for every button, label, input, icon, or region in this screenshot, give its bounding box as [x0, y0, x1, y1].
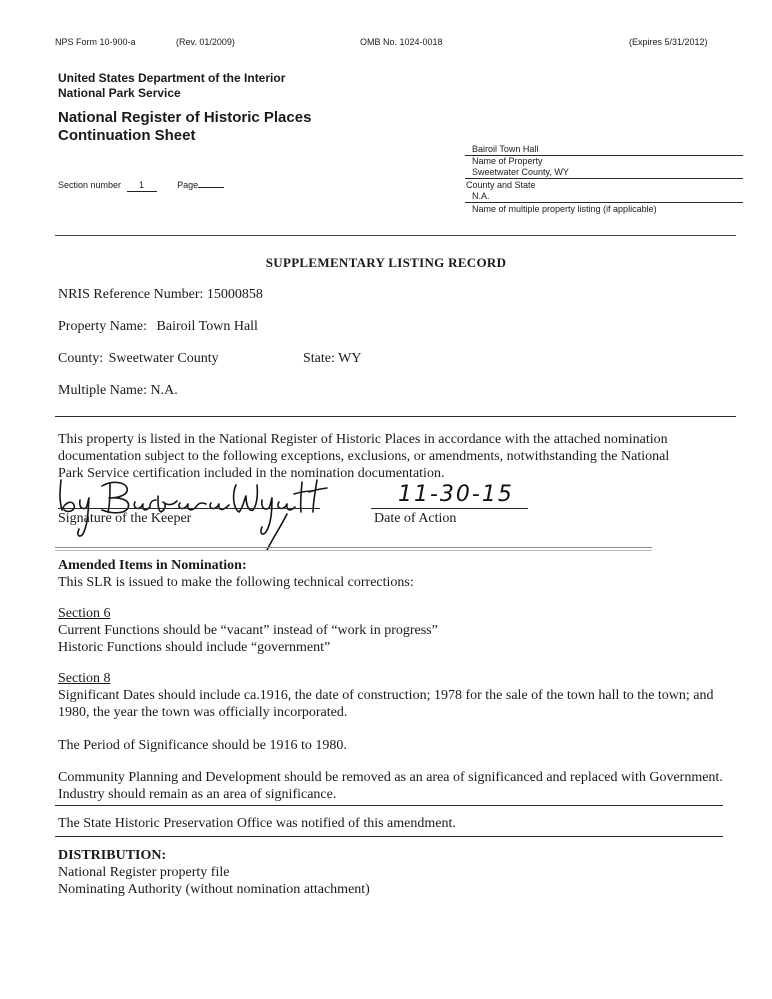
- distribution-item-2: Nominating Authority (without nomination attachment): [58, 882, 370, 897]
- community-line-1: Community Planning and Development should be removed as an area of significanced and replaced with Government.: [58, 770, 723, 785]
- form-title-line2: Continuation Sheet: [58, 127, 196, 144]
- amended-heading: Amended Items in Nomination:: [58, 558, 247, 573]
- signature-text: [0, 0, 1, 1]
- section-8-block: [58, 670, 714, 721]
- county-state-value: Sweetwater County, WY: [472, 167, 569, 177]
- header-divider: [55, 235, 736, 236]
- agency-department: United States Department of the Interior: [58, 71, 286, 85]
- form-expiration: (Expires 5/31/2012): [629, 37, 708, 47]
- section-8-line-1: Significant Dates should include ca.1916, the date of construction; 1978 for the sale of the town hall to the town; and: [58, 688, 714, 703]
- section-8-heading: Section 8: [58, 671, 111, 686]
- nris-reference-value: 15000858: [206, 287, 263, 302]
- section-number-value: 1: [127, 180, 157, 192]
- amended-items-section: [58, 557, 414, 591]
- areas-of-significance: [58, 769, 723, 803]
- slr-state-value: WY: [338, 351, 362, 366]
- county-state-rule: [465, 178, 743, 179]
- form-title: [58, 109, 311, 145]
- amended-intro: This SLR is issued to make the following technical corrections:: [58, 575, 414, 590]
- multiple-listing-rule: [465, 202, 743, 203]
- keeper-label: Signature of the Keeper: [58, 511, 192, 526]
- slr-property-value: Bairoil Town Hall: [156, 319, 258, 334]
- section-number-label: Section number: [58, 180, 122, 190]
- agency-block: [58, 71, 285, 101]
- property-name-value: Bairoil Town Hall: [472, 144, 539, 154]
- page-value: [198, 187, 224, 188]
- multiple-name-row: [58, 382, 178, 399]
- fields-divider: [55, 416, 736, 417]
- amendment-divider-2: [55, 836, 723, 837]
- nris-reference-row: [58, 286, 263, 303]
- distribution-heading: DISTRIBUTION:: [58, 848, 167, 863]
- multiple-listing-label: Name of multiple property listing (if applicable): [472, 204, 657, 214]
- slr-state-label: State:: [303, 351, 335, 366]
- section-6-heading: Section 6: [58, 606, 111, 621]
- distribution-section: [58, 847, 370, 898]
- slr-county-value: Sweetwater County: [108, 351, 219, 366]
- section-6-block: [58, 605, 438, 656]
- keeper-signature-line: [58, 508, 320, 509]
- slr-county-label: County:: [58, 351, 104, 366]
- community-line-2: Industry should remain as an area of significance.: [58, 787, 337, 802]
- signature-rule-bottom: [55, 550, 652, 551]
- amendment-divider-1: [55, 805, 723, 806]
- form-revision: (Rev. 01/2009): [176, 37, 235, 47]
- omb-number: OMB No. 1024-0018: [360, 37, 443, 47]
- state-row: [303, 350, 361, 367]
- date-of-action-label: Date of Action: [374, 511, 457, 526]
- section-8-line-2: 1980, the year the town was officially incorporated.: [58, 705, 348, 720]
- date-of-action-value: 11-30-15: [398, 482, 514, 507]
- property-name-row: [58, 318, 258, 335]
- county-state-label: County and State: [466, 180, 536, 190]
- period-of-significance: The Period of Significance should be 1916 to 1980.: [58, 738, 347, 753]
- slr-multiple-label: Multiple Name:: [58, 383, 148, 398]
- statement-line-1: This property is listed in the National Register of Historic Places in accordance with the attached nomination: [58, 432, 668, 447]
- section-6-line-2: Historic Functions should include “government”: [58, 640, 331, 655]
- statement-line-3: Park Service certification included in the nomination documentation.: [58, 466, 445, 481]
- signature-rule-top: [55, 547, 652, 548]
- form-title-line1: National Register of Historic Places: [58, 109, 312, 126]
- shpo-notification: The State Historic Preservation Office was notified of this amendment.: [58, 816, 456, 831]
- page-label: Page: [177, 180, 199, 190]
- date-line: [371, 508, 528, 509]
- nris-reference-label: NRIS Reference Number:: [58, 287, 204, 302]
- form-number: NPS Form 10-900-a: [55, 37, 136, 47]
- section-page-row: [58, 180, 224, 192]
- multiple-listing-value: N.A.: [472, 191, 490, 201]
- slr-property-label: Property Name:: [58, 319, 148, 334]
- statement-line-2: documentation subject to the following exceptions, exclusions, or amendments, notwithstanding the National: [58, 449, 670, 464]
- section-6-line-1: Current Functions should be “vacant” instead of “work in progress”: [58, 623, 438, 638]
- distribution-item-1: National Register property file: [58, 865, 230, 880]
- county-row: [58, 350, 219, 367]
- slr-multiple-value: N.A.: [150, 383, 178, 398]
- agency-service: National Park Service: [58, 86, 181, 100]
- slr-heading: SUPPLEMENTARY LISTING RECORD: [265, 255, 507, 270]
- property-name-label: Name of Property: [472, 156, 543, 166]
